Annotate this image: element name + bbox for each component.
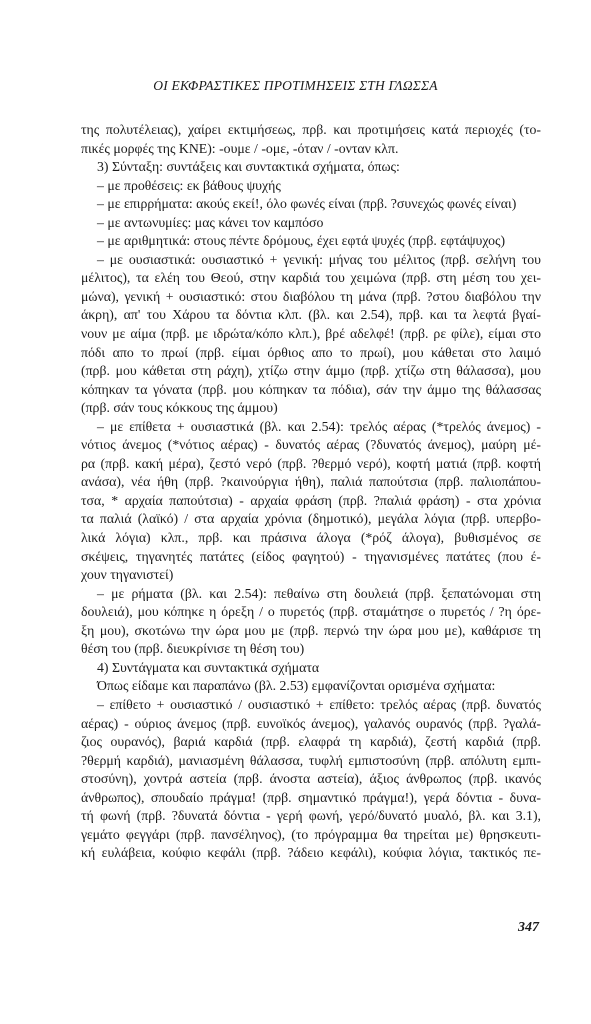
text-line: – με επιρρήματα: ακούς εκεί!, όλο φωνές είναι (πρβ. ?συνεχώς φωνές είναι) [97, 196, 517, 212]
text-line: ζιος ουρανός), βαριά καρδιά (πρβ. ελαφρά τη καρδιά), ζεστή καρδιά (πρβ. [81, 734, 541, 750]
text-line: γεμάτο φεγγάρι (πρβ. πανσέληνος), (το πρόγραμμα θα τηρείται με) θρησκευτι- [81, 826, 541, 842]
text-line: τή φωνή (πρβ. ?δυνατά δόντια - γερή φωνή, γερό/δυνατό μυαλό, βλ. και 3.1), [81, 808, 541, 824]
text-line: – με ρήματα (βλ. και 2.54): πεθαίνω στη δουλειά (πρβ. ξεπατώνομαι στη [97, 585, 541, 601]
text-line: – με αντωνυμίες: μας κάνει τον καμπόσο [97, 214, 324, 230]
text-line: 3) Σύνταξη: συντάξεις και συντακτικά σχήματα, όπως: [97, 159, 400, 175]
text-line: άνθρωπος), σπουδαίο πράγμα! (πρβ. σημαντικό πράγμα!), γερά δόντια - δυνα- [81, 789, 541, 805]
text-line: νότιος άνεμος (*νότιος αέρας) - δυνατός αέρας (?δυνατός άνεμος), μαύρη μέ- [81, 437, 541, 453]
text-line: άκρη), απ' του Χάρου τα δόντια κλπ. (βλ. και 2.54), πρβ. και τα λεφτά βγαί- [81, 307, 541, 323]
text-line: 4) Συντάγματα και συντακτικά σχήματα [97, 659, 320, 675]
text-line: – με αριθμητικά: στους πέντε δρόμους, έχει εφτά ψυχές (πρβ. εφτάψυχος) [97, 233, 506, 249]
text-line: αέρας) - ούριος άνεμος (πρβ. ευνοϊκός άνεμος), γαλανός ουρανός (πρβ. ?γαλά- [81, 715, 541, 731]
text-line: ανάσα), νέα ήθη (πρβ. ?καινούργια ήθη), παλιά παπούτσια (πρβ. παλιοπάπου- [81, 474, 541, 490]
text-line: – επίθετο + ουσιαστικό / ουσιαστικό + επίθετο: τρελός αέρας (πρβ. δυνατός [97, 696, 541, 712]
text-line: χουν τηγανιστεί) [81, 567, 174, 583]
text-line: πόδι απο το πρωί (πρβ. είμαι όρθιος απο το πρωί), μου κάθεται στο λαιμό [81, 344, 541, 360]
running-header: ΟΙ ΕΚΦΡΑΣΤΙΚΕΣ ΠΡΟΤΙΜΗΣΕΙΣ ΣΤΗ ΓΛΩΣΣΑ [153, 78, 438, 93]
text-line: ?θερμή καρδιά), μανιασμένη θάλασσα, τυφλή εμπιστοσύνη (πρβ. απόλυτη εμπι- [81, 752, 541, 768]
text-line: ξη μου), σκοτώνω την ώρα μου με (πρβ. περνώ την ώρα μου με), καθάρισε τη [81, 622, 541, 638]
text-line: θέση του (πρβ. διευκρίνισε τη θέση του) [81, 641, 305, 657]
text-line: Όπως είδαμε και παραπάνω (βλ. 2.53) εμφανίζονται ορισμένα σχήματα: [97, 678, 496, 694]
text-line: (πρβ. μου κάθεται στη ράχη), χτίζω στην άμμο (πρβ. χτίζω στη θάλασσα), μου [81, 363, 541, 379]
text-line: πικές μορφές της ΚΝΕ): -ουμε / -ομε, -όταν / -ονταν κλπ. [81, 140, 399, 156]
text-line: τα παλιά (λαϊκό) / στα αρχαία χρόνια (δημοτικό), μεγάλα λόγια (πρβ. υπερβο- [81, 511, 541, 527]
text-line: – με προθέσεις: εκ βάθους ψυχής [97, 177, 281, 193]
text-line: μώνα), γενική + ουσιαστικό: στου διαβόλου τη μάνα (πρβ. ?στου διαβόλου την [81, 288, 541, 304]
text-line: κή ευλάβεια, κούφιο κεφάλι (πρβ. ?άδειο κεφάλι), κούφια λόγια, τακτικός πε- [81, 845, 541, 861]
text-line: λικά λόγια) κλπ., πρβ. και πράσινα άλογα (*ρόζ άλογα), βυθισμένος σε [81, 530, 541, 546]
text-line: ρα (πρβ. κακή μέρα), ζεστό νερό (πρβ. ?θερμό νερό), κοφτή ματιά (πρβ. κοφτή [81, 455, 541, 471]
text-line: (πρβ. σάν τους κόκκους της άμμου) [81, 400, 278, 416]
text-line: σκέψεις, τηγανητές πατάτες (είδος φαγητού) - τηγανισμένες πατάτες (που έ- [81, 548, 541, 564]
text-line: τσα, * αρχαία παπούτσια) - αρχαία φράση (πρβ. ?παλιά φράση) - στα χρόνια [81, 492, 541, 508]
text-line: – με ουσιαστικά: ουσιαστικό + γενική: μήνας του μέλιτος (πρβ. σελήνη του [97, 251, 541, 267]
text-line: κόπηκαν τα γόνατα (πρβ. μου κόπηκαν τα πόδια), σάν την άμμο της θάλασσας [81, 381, 541, 397]
text-line: – με επίθετα + ουσιαστικά (βλ. και 2.54): τρελός αέρας (*τρελός άνεμος) - [97, 418, 541, 434]
page-number: 347 [518, 920, 539, 935]
text-line: στοσύνη), χοντρά αστεία (πρβ. άνοστα αστεία), άξιος άνθρωπος (πρβ. ικανός [81, 771, 541, 787]
text-line: μέλιτος), τα ελέη του Θεού, στην καρδιά του χειμώνα (πρβ. στη μέση του χει- [81, 270, 541, 286]
text-line: νουν με αίμα (πρβ. με ιδρώτα/κόπο κλπ.), βρέ αδελφέ! (πρβ. ρε φίλε), είμαι στο [81, 326, 541, 342]
text-line: δουλειά), μου κόπηκε η όρεξη / ο πυρετός (πρβ. σταμάτησε ο πυρετός / ?η όρε- [81, 604, 541, 620]
text-line: της πολυτέλειας), χαίρει εκτιμήσεως, πρβ. και προτιμήσεις κατά περιοχές (το- [81, 122, 541, 137]
body-text [81, 121, 541, 863]
